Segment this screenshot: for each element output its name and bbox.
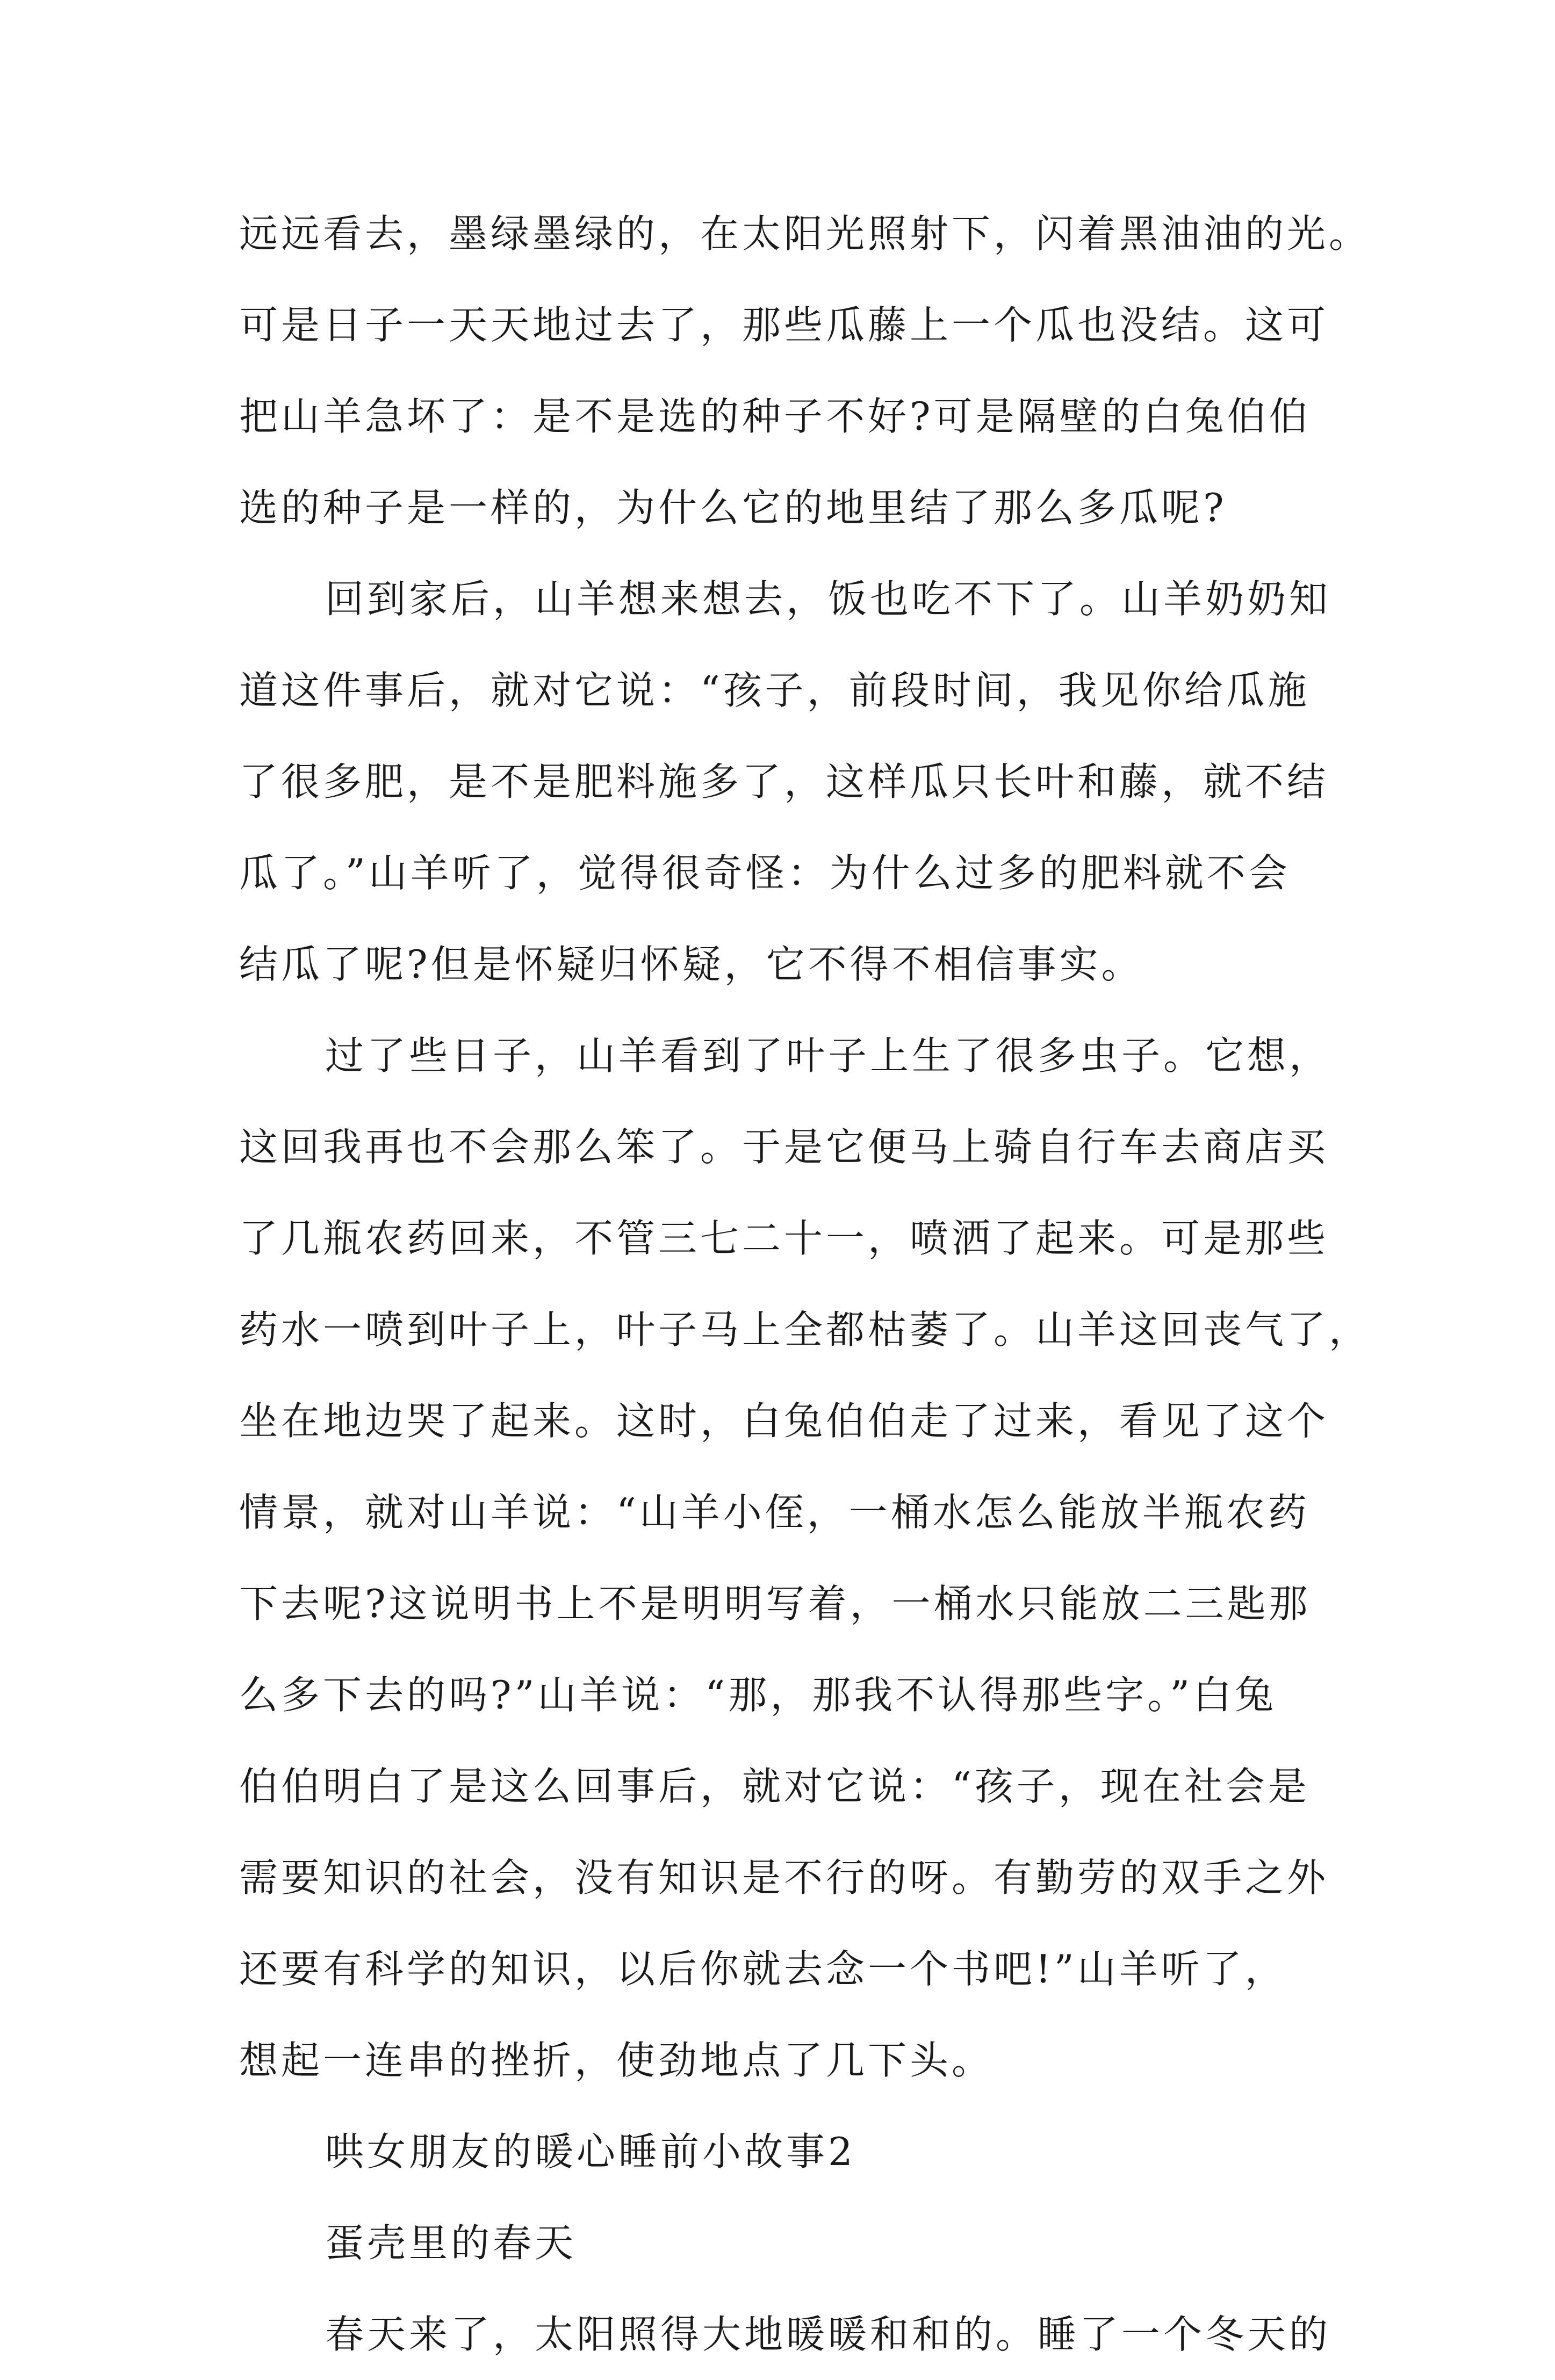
text-line: 道这件事后，就对它说：“孩子，前段时间，我见你给瓜施 — [239, 668, 1310, 713]
text-line: 么多下去的吗?”山羊说：“那，那我不认得那些字。”白兔 — [239, 1672, 1277, 1718]
text-line: 春天来了，太阳照得大地暖暖和和的。睡了一个冬天的 — [325, 2312, 1331, 2357]
text-line: 把山羊急坏了：是不是选的种子不好?可是隔壁的白兔伯伯 — [239, 394, 1311, 439]
text-line: 这回我再也不会那么笨了。于是它便马上骑自行车去商店买 — [239, 1124, 1329, 1170]
text-line: 还要有科学的知识，以后你就去念一个书吧!”山羊听了， — [239, 1946, 1287, 1992]
text-line: 坐在地边哭了起来。这时，白兔伯伯走了过来，看见了这个 — [239, 1398, 1329, 1444]
text-line: 想起一连串的挫折，使劲地点了几下头。 — [239, 2038, 994, 2083]
text-line: 可是日子一天天地过去了，那些瓜藤上一个瓜也没结。这可 — [239, 302, 1329, 348]
text-line: 药水一喷到叶子上，叶子马上全都枯萎了。山羊这回丧气了， — [239, 1307, 1371, 1352]
text-line: 回到家后，山羊想来想去，饭也吃不下了。山羊奶奶知 — [325, 576, 1331, 622]
text-line: 情景，就对山羊说：“山羊小侄，一桶水怎么能放半瓶农药 — [239, 1490, 1310, 1535]
text-line: 结瓜了呢?但是怀疑归怀疑，它不得不相信事实。 — [239, 942, 1143, 987]
text-line: 了很多肥，是不是肥料施多了，这样瓜只长叶和藤，就不结 — [239, 759, 1329, 804]
story-subtitle: 蛋壳里的春天 — [325, 2220, 577, 2266]
text-line: 伯伯明白了是这么回事后，就对它说：“孩子，现在社会是 — [239, 1764, 1310, 1809]
story-text — [239, 188, 1371, 2380]
text-line: 了几瓶农药回来，不管三七二十一，喷洒了起来。可是那些 — [239, 1216, 1329, 1261]
text-line: 瓜了。”山羊听了，觉得很奇怪：为什么过多的肥料就不会 — [239, 850, 1291, 896]
story-title: 哄女朋友的暖心睡前小故事2 — [325, 2129, 856, 2174]
text-line: 远远看去，墨绿墨绿的，在太阳光照射下，闪着黑油油的光。 — [239, 211, 1371, 256]
text-line: 选的种子是一样的，为什么它的地里结了那么多瓜呢? — [239, 485, 1227, 530]
text-line: 下去呢?这说明书上不是明明写着，一桶水只能放二三匙那 — [239, 1581, 1311, 1626]
text-line: 过了些日子，山羊看到了叶子上生了很多虫子。它想， — [325, 1033, 1331, 1078]
text-line: 需要知识的社会，没有知识是不行的呀。有勤劳的双手之外 — [239, 1855, 1329, 1900]
